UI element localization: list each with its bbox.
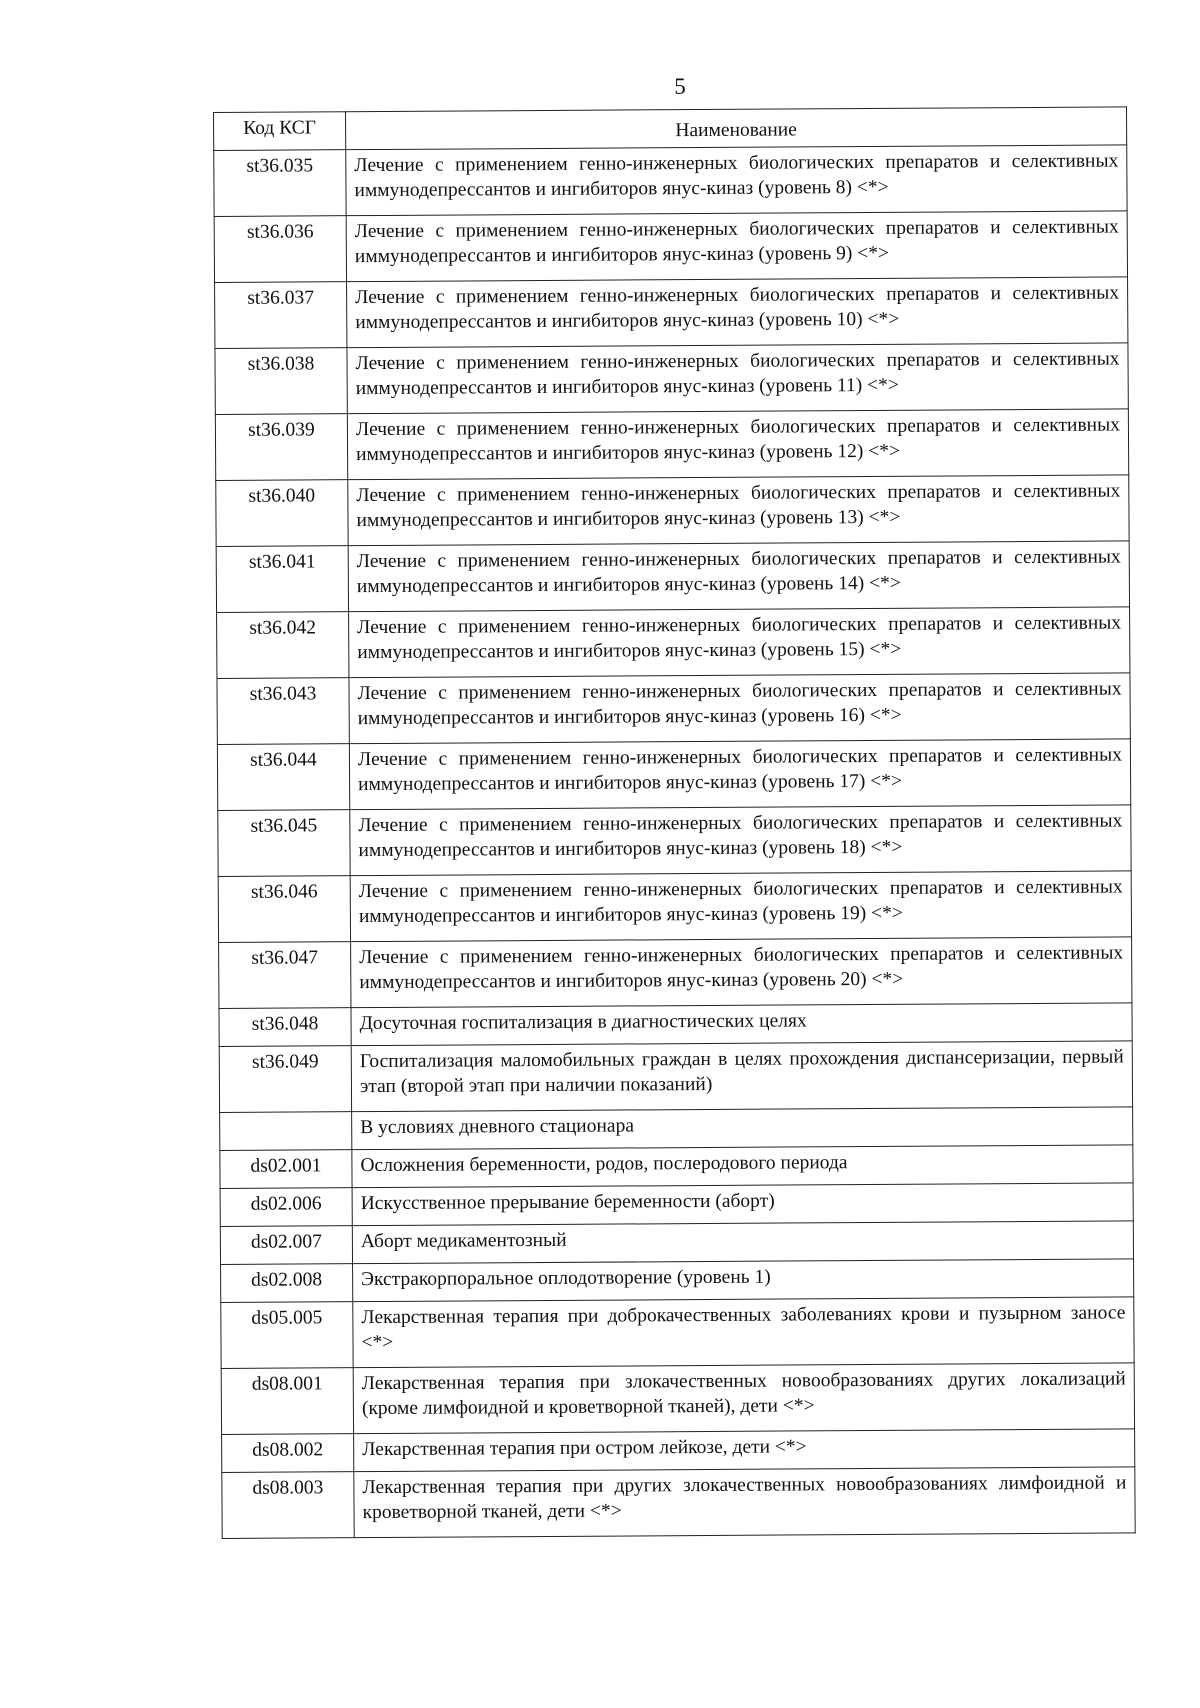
table-row — [218, 805, 1131, 877]
table-row — [218, 871, 1131, 943]
table-row — [220, 1145, 1133, 1189]
header-code: Код КСГ — [214, 112, 346, 151]
row-name: Лечение с применением генно-инженерных биологических препаратов и селективных иммунодепрессантов и ингибиторов янус-киназ (уровень 8) <*> — [346, 145, 1127, 216]
table-row — [221, 1259, 1134, 1303]
row-code: st36.035 — [214, 150, 346, 217]
table-row — [216, 541, 1129, 613]
row-code: ds05.005 — [221, 1302, 353, 1369]
table-row — [220, 1221, 1133, 1265]
page-number: 5 — [674, 74, 686, 99]
table-row — [219, 1003, 1132, 1047]
row-code: ds02.006 — [220, 1188, 352, 1227]
row-code: st36.037 — [215, 282, 347, 349]
row-code: ds02.008 — [221, 1264, 353, 1303]
section-title: В условиях дневного стационара — [352, 1107, 1133, 1150]
row-name: Лечение с применением генно-инженерных биологических препаратов и селективных иммунодепрессантов и ингибиторов янус-киназ (уровень 13) <*> — [348, 475, 1129, 546]
row-code: st36.042 — [217, 612, 349, 679]
table-row — [215, 277, 1128, 349]
row-name: Лечение с применением генно-инженерных биологических препаратов и селективных иммунодепрессантов и ингибиторов янус-киназ (уровень 19) <*> — [350, 871, 1131, 942]
table-header-row — [214, 107, 1127, 151]
row-name: Госпитализация маломобильных граждан в целях прохождения диспансеризации, первый этап (второй этап при наличии показаний) — [351, 1041, 1132, 1112]
table-row — [220, 1183, 1133, 1227]
row-code: st36.041 — [216, 546, 348, 613]
row-name: Осложнения беременности, родов, послеродового периода — [352, 1145, 1133, 1188]
table-row — [214, 211, 1127, 283]
row-name: Лекарственная терапия при злокачественных новообразованиях других локализаций (кроме лимфоидной и кроветворной тканей), дети <*> — [353, 1363, 1134, 1434]
row-name: Лечение с применением генно-инженерных биологических препаратов и селективных иммунодепрессантов и ингибиторов янус-киназ (уровень 10) <*> — [347, 277, 1128, 348]
table-row — [217, 607, 1130, 679]
table-row — [214, 145, 1127, 217]
row-name: Экстракорпоральное оплодотворение (уровень 1) — [353, 1259, 1134, 1302]
row-code: st36.044 — [217, 744, 349, 811]
table-row — [215, 343, 1128, 415]
row-name: Аборт медикаментозный — [352, 1221, 1133, 1264]
row-name: Досуточная госпитализация в диагностических целях — [351, 1003, 1132, 1046]
row-code: st36.036 — [214, 216, 346, 283]
ksg-table — [213, 106, 1136, 1539]
row-code: st36.046 — [218, 876, 350, 943]
row-code: st36.043 — [217, 678, 349, 745]
row-code: ds08.003 — [222, 1472, 354, 1539]
table-row — [216, 475, 1129, 547]
row-name: Лечение с применением генно-инженерных биологических препаратов и селективных иммунодепрессантов и ингибиторов янус-киназ (уровень 9) <*> — [346, 211, 1127, 282]
table-row — [217, 673, 1130, 745]
row-code: ds08.001 — [221, 1368, 353, 1435]
row-code: st36.039 — [215, 414, 347, 481]
row-name: Лекарственная терапия при остром лейкозе, дети <*> — [354, 1429, 1135, 1472]
table-row — [221, 1363, 1134, 1435]
header-name: Наименование — [346, 107, 1127, 150]
row-code: ds08.002 — [222, 1434, 354, 1473]
row-code: st36.040 — [216, 480, 348, 547]
row-name: Лечение с применением генно-инженерных биологических препаратов и селективных иммунодепрессантов и ингибиторов янус-киназ (уровень 14) <*> — [348, 541, 1129, 612]
row-name: Лекарственная терапия при доброкачественных заболеваниях крови и пузырном заносе <*> — [353, 1297, 1134, 1368]
row-code: st36.038 — [215, 348, 347, 415]
table-row — [222, 1467, 1135, 1539]
row-name: Лечение с применением генно-инженерных биологических препаратов и селективных иммунодепрессантов и ингибиторов янус-киназ (уровень 20) <*> — [351, 937, 1132, 1008]
section-row — [220, 1107, 1133, 1151]
row-name: Лечение с применением генно-инженерных биологических препаратов и селективных иммунодепрессантов и ингибиторов янус-киназ (уровень 18) <*> — [350, 805, 1131, 876]
table-row — [217, 739, 1130, 811]
table-row — [222, 1429, 1135, 1473]
table-row — [221, 1297, 1134, 1369]
row-code: st36.048 — [219, 1008, 351, 1047]
table-row — [219, 1041, 1132, 1113]
row-code: st36.047 — [219, 942, 351, 1009]
row-code: ds02.001 — [220, 1150, 352, 1189]
table-row — [219, 937, 1132, 1009]
row-name: Искусственное прерывание беременности (аборт) — [352, 1183, 1133, 1226]
table-row — [215, 409, 1128, 481]
row-code — [220, 1112, 352, 1151]
row-name: Лечение с применением генно-инженерных биологических препаратов и селективных иммунодепрессантов и ингибиторов янус-киназ (уровень 17) <*> — [349, 739, 1130, 810]
row-name: Лечение с применением генно-инженерных биологических препаратов и селективных иммунодепрессантов и ингибиторов янус-киназ (уровень 15) <*> — [349, 607, 1130, 678]
row-name: Лечение с применением генно-инженерных биологических препаратов и селективных иммунодепрессантов и ингибиторов янус-киназ (уровень 16) <*> — [349, 673, 1130, 744]
row-code: st36.045 — [218, 810, 350, 877]
row-code: ds02.007 — [220, 1226, 352, 1265]
row-name: Лекарственная терапия при других злокачественных новообразованиях лимфоидной и кроветворной тканей, дети <*> — [354, 1467, 1135, 1538]
row-code: st36.049 — [219, 1046, 351, 1113]
row-name: Лечение с применением генно-инженерных биологических препаратов и селективных иммунодепрессантов и ингибиторов янус-киназ (уровень 12) <*> — [347, 409, 1128, 480]
row-name: Лечение с применением генно-инженерных биологических препаратов и селективных иммунодепрессантов и ингибиторов янус-киназ (уровень 11) <*> — [347, 343, 1128, 414]
